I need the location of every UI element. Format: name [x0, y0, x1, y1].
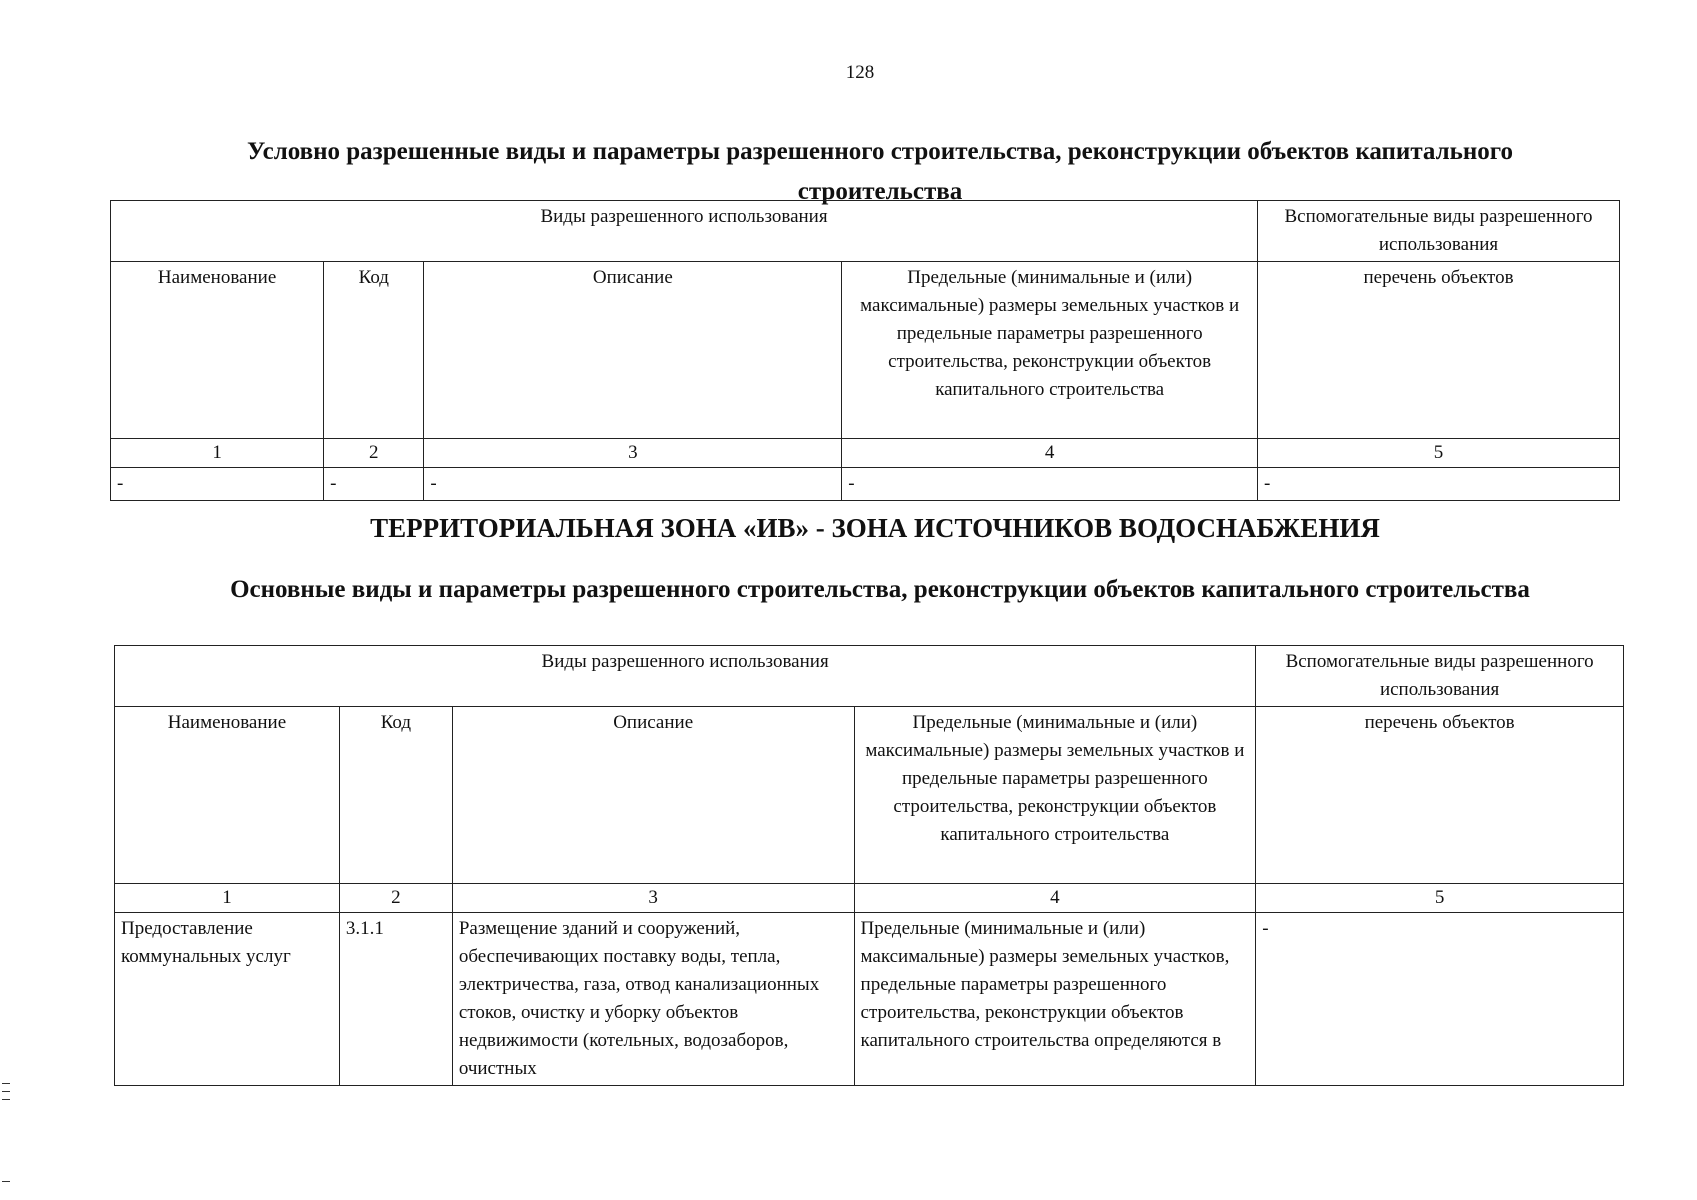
column-number: 5	[1258, 439, 1620, 468]
cell-description: Размещение зданий и сооружений, обеспечивающих поставку воды, тепла, электричества, газа, отвод канализационных стоков, очистку и уборку объектов недвижимости (котельных, водозаборов, очистных	[452, 913, 854, 1086]
scan-margin-mark	[2, 1181, 10, 1182]
cell-name: -	[111, 468, 324, 501]
section2-title: Основные виды и параметры разрешенного строительства, реконструкции объектов капитального строительства	[230, 576, 1530, 603]
table-header-row	[115, 646, 1624, 707]
column-header-description: Описание	[424, 262, 842, 439]
column-header-name: Наименование	[115, 707, 340, 884]
column-header-code: Код	[339, 707, 452, 884]
cell-name: Предоставление коммунальных услуг	[115, 913, 340, 1086]
table-columns-row	[111, 262, 1620, 439]
zone-title: ТЕРРИТОРИАЛЬНАЯ ЗОНА «ИВ» - ЗОНА ИСТОЧНИКОВ ВОДОСНАБЖЕНИЯ	[370, 513, 1380, 543]
column-header-code: Код	[324, 262, 424, 439]
cell-objects: -	[1256, 913, 1624, 1086]
column-number: 3	[452, 884, 854, 913]
scan-margin-mark	[2, 1091, 10, 1092]
column-header-limits: Предельные (минимальные и (или) максимальные) размеры земельных участков и предельные параметры разрешенного строительства, реконструкции объектов капитального строительства	[854, 707, 1256, 884]
page-number: 128	[845, 62, 875, 83]
header-group-cell: Виды разрешенного использования	[115, 646, 1256, 707]
column-number: 1	[111, 439, 324, 468]
cell-limits: Предельные (минимальные и (или) максимальные) размеры земельных участков, предельные параметры разрешенного строительства, реконструкции объектов капитального строительства определяются в	[854, 913, 1256, 1086]
header-aux-cell: Вспомогательные виды разрешенного использования	[1256, 646, 1624, 707]
header-aux-cell: Вспомогательные виды разрешенного использования	[1258, 201, 1620, 262]
cell-description: -	[424, 468, 842, 501]
table-row	[111, 468, 1620, 501]
scan-margin-mark	[2, 1083, 10, 1084]
table-number-row	[115, 884, 1624, 913]
header-group-cell: Виды разрешенного использования	[111, 201, 1258, 262]
table-header-row	[111, 201, 1620, 262]
scan-margin-mark	[2, 1099, 10, 1100]
cell-code: -	[324, 468, 424, 501]
column-header-description: Описание	[452, 707, 854, 884]
cell-limits: -	[842, 468, 1258, 501]
column-number: 1	[115, 884, 340, 913]
table-conditional-uses	[110, 200, 1620, 501]
column-number: 4	[842, 439, 1258, 468]
column-number: 2	[339, 884, 452, 913]
column-number: 5	[1256, 884, 1624, 913]
cell-code: 3.1.1	[339, 913, 452, 1086]
column-number: 2	[324, 439, 424, 468]
column-number: 4	[854, 884, 1256, 913]
column-header-objects: перечень объектов	[1256, 707, 1624, 884]
cell-objects: -	[1258, 468, 1620, 501]
section1-title: Условно разрешенные виды и параметры разрешенного строительства, реконструкции объектов капитального строительства	[246, 138, 1514, 205]
table-row	[115, 913, 1624, 1086]
table-main-uses	[114, 645, 1624, 1086]
table-number-row	[111, 439, 1620, 468]
column-header-limits: Предельные (минимальные и (или) максимальные) размеры земельных участков и предельные параметры разрешенного строительства, реконструкции объектов капитального строительства	[842, 262, 1258, 439]
table-columns-row	[115, 707, 1624, 884]
column-header-objects: перечень объектов	[1258, 262, 1620, 439]
column-number: 3	[424, 439, 842, 468]
column-header-name: Наименование	[111, 262, 324, 439]
